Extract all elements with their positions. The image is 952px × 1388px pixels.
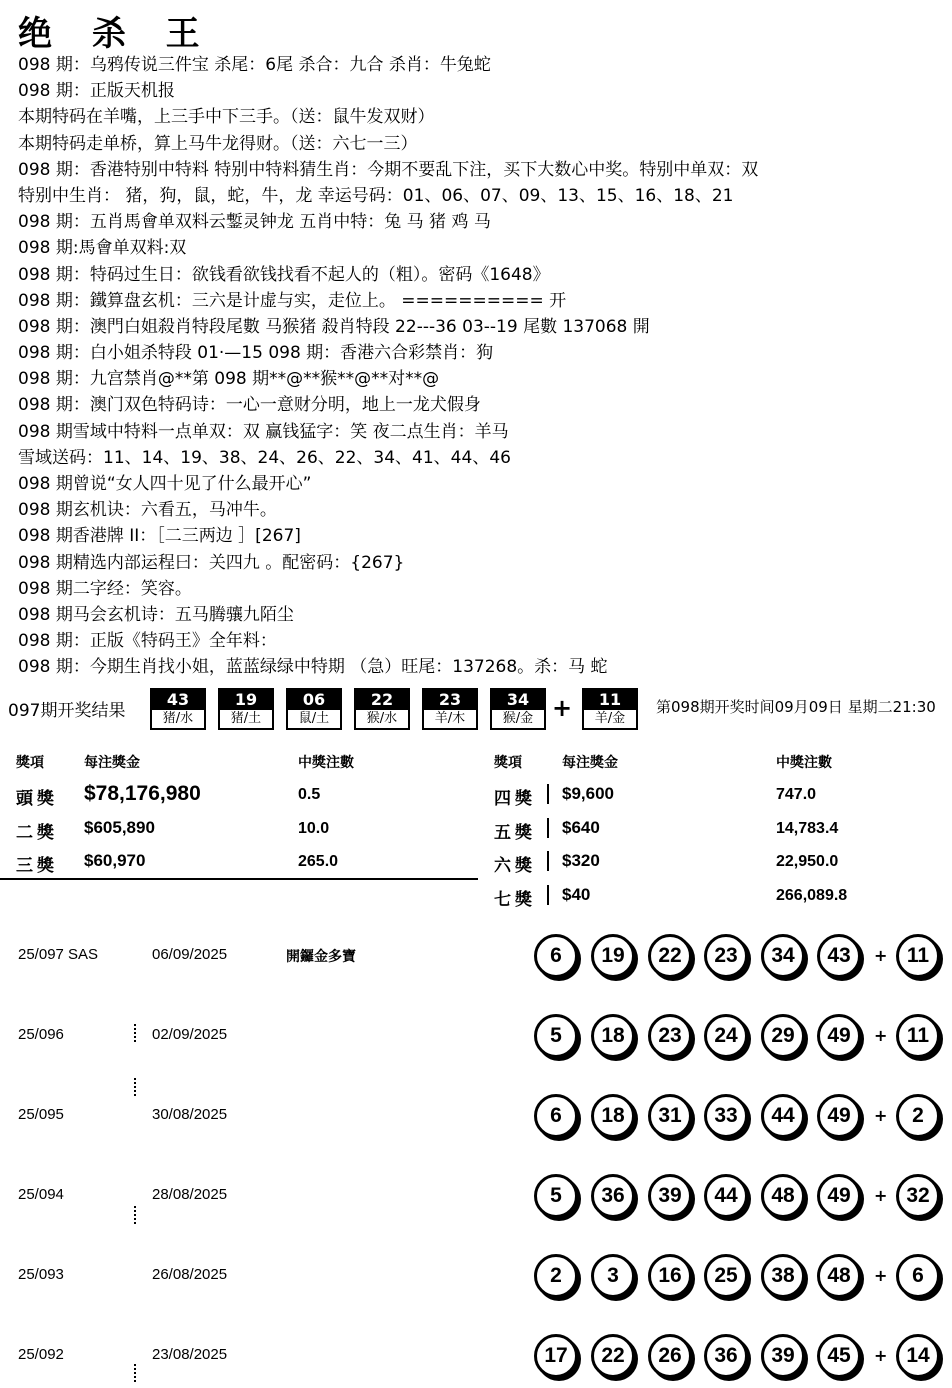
draw-ball-number: 43 xyxy=(152,690,204,710)
draw-result-row xyxy=(0,688,952,732)
draw-result-label: 097期开奖结果 xyxy=(8,701,126,721)
prize-count: 747.0 xyxy=(776,786,817,803)
tip-line: 雪域送码：11、14、19、38、24、26、22、34、41、44、46 xyxy=(18,447,511,468)
number-ball: 23 xyxy=(704,934,748,978)
tip-line: 特别中生肖： 猪，狗，鼠，蛇，牛，龙 幸运号码：01、06、07、09、13、15、16、18、21 xyxy=(18,185,734,206)
number-ball: 33 xyxy=(704,1094,748,1138)
number-ball: 22 xyxy=(591,1334,635,1378)
prize-header-count: 中獎注數 xyxy=(776,754,832,770)
number-ball: 25 xyxy=(704,1254,748,1298)
number-ball: 6 xyxy=(534,934,578,978)
prize-separator xyxy=(547,885,549,905)
number-ball: 23 xyxy=(648,1014,692,1058)
history-draw-id: 25/097 SAS xyxy=(18,946,99,963)
draw-ball-zodiac: 羊/金 xyxy=(594,711,626,726)
prize-amount: $640 xyxy=(562,818,600,837)
number-ball: 49 xyxy=(817,1174,861,1218)
history-row xyxy=(0,1076,952,1136)
page-title: 绝 杀 王 xyxy=(18,14,214,54)
history-draw-id: 25/096 xyxy=(18,1026,64,1043)
prize-header-name: 獎項 xyxy=(494,754,522,770)
prize-amount: $320 xyxy=(562,851,600,870)
special-number-ball: 2 xyxy=(896,1094,940,1138)
history-draw-id: 25/094 xyxy=(18,1186,64,1203)
tip-line: 098 期：正版《特码王》全年料： xyxy=(18,631,277,652)
dotted-divider xyxy=(134,1078,136,1096)
history-draw-id: 25/095 xyxy=(18,1106,64,1123)
prize-table xyxy=(0,748,952,908)
tip-line: 098 期：正版天机报 xyxy=(18,81,175,102)
history-row xyxy=(0,1156,952,1216)
history-date: 06/09/2025 xyxy=(152,946,228,963)
draw-ball xyxy=(490,688,546,730)
number-ball: 18 xyxy=(591,1014,635,1058)
prize-header-amount: 每注獎金 xyxy=(562,754,618,770)
prize-name: 六獎 xyxy=(494,856,536,875)
draw-special-ball xyxy=(582,688,638,730)
number-ball: 5 xyxy=(534,1174,578,1218)
history-date: 30/08/2025 xyxy=(152,1106,228,1123)
draw-ball-number: 11 xyxy=(584,690,636,710)
number-ball: 17 xyxy=(534,1334,578,1378)
dotted-divider xyxy=(134,1206,136,1224)
prize-name: 七獎 xyxy=(494,890,536,909)
prize-header-count: 中獎注數 xyxy=(298,754,354,770)
history-date: 23/08/2025 xyxy=(152,1346,228,1363)
tip-line: 098 期：乌鸦传说三件宝 杀尾：6尾 杀合：九合 杀肖：牛兔蛇 xyxy=(18,55,491,75)
draw-ball-number: 23 xyxy=(424,690,476,710)
prize-amount: $605,890 xyxy=(84,818,155,837)
prize-amount: $60,970 xyxy=(84,851,146,870)
number-ball: 19 xyxy=(591,934,635,978)
prize-amount: $9,600 xyxy=(562,784,614,803)
draw-ball-zodiac: 猴/水 xyxy=(366,711,398,726)
draw-ball xyxy=(422,688,478,730)
special-number-ball: 32 xyxy=(896,1174,940,1218)
prize-amount: $40 xyxy=(562,885,591,904)
plus-icon: + xyxy=(874,1186,888,1205)
number-ball: 16 xyxy=(648,1254,692,1298)
tip-line: 098 期：五肖馬會单双料云鏨灵钟龙 五肖中特：兔 马 猪 鸡 马 xyxy=(18,212,491,233)
special-number-ball: 14 xyxy=(896,1334,940,1378)
special-number-ball: 11 xyxy=(896,1014,940,1058)
prize-divider xyxy=(0,878,478,880)
number-ball: 45 xyxy=(817,1334,861,1378)
draw-ball-number: 19 xyxy=(220,690,272,710)
history-row xyxy=(0,1236,952,1296)
tip-line: 098 期曾说“女人四十见了什么最开心” xyxy=(18,474,312,494)
history-date: 28/08/2025 xyxy=(152,1186,228,1203)
history-row xyxy=(0,1316,952,1376)
prize-count: 14,783.4 xyxy=(776,820,839,837)
draw-ball-zodiac: 猴/金 xyxy=(502,711,534,726)
history-date: 26/08/2025 xyxy=(152,1266,228,1283)
draw-ball-number: 22 xyxy=(356,690,408,710)
prize-name: 二獎 xyxy=(16,823,58,842)
number-ball: 38 xyxy=(761,1254,805,1298)
tip-line: 098 期雪域中特料一点单双：双 赢钱猛字：笑 夜二点生肖：羊马 xyxy=(18,421,509,442)
plus-icon: + xyxy=(874,1266,888,1285)
tip-line: 098 期香港牌 II：［二三两边 ］[267] xyxy=(18,526,301,547)
number-ball: 26 xyxy=(648,1334,692,1378)
prize-separator xyxy=(547,818,549,838)
number-ball: 39 xyxy=(648,1174,692,1218)
plus-icon: + xyxy=(874,1346,888,1365)
number-ball: 3 xyxy=(591,1254,635,1298)
special-number-ball: 11 xyxy=(896,934,940,978)
prize-name: 頭獎 xyxy=(16,789,58,808)
number-ball: 34 xyxy=(761,934,805,978)
prize-count: 0.5 xyxy=(298,786,321,803)
draw-ball-number: 06 xyxy=(288,690,340,710)
prize-count: 22,950.0 xyxy=(776,853,839,870)
next-draw-time: 第098期开奖时间09月09日 星期二21:30 xyxy=(656,698,936,716)
tip-line: 098 期精选内部运程曰：关四九 。配密码：{267} xyxy=(18,552,405,573)
tip-line: 098 期玄机诀：六看五，马冲牛。 xyxy=(18,500,277,521)
tip-line: 098 期：九宫禁肖@**第 098 期**@**猴**@**对**@ xyxy=(18,369,440,390)
number-ball: 39 xyxy=(761,1334,805,1378)
prize-count: 10.0 xyxy=(298,820,330,837)
plus-icon: + xyxy=(552,694,573,722)
draw-ball-number: 34 xyxy=(492,690,544,710)
number-ball: 22 xyxy=(648,934,692,978)
tip-line: 098 期：今期生肖找小姐，蓝蓝绿绿中特期 （急）旺尾：137268。杀：马 蛇 xyxy=(18,657,608,678)
number-ball: 24 xyxy=(704,1014,748,1058)
draw-ball xyxy=(218,688,274,730)
number-ball: 36 xyxy=(704,1334,748,1378)
tip-line: 098 期：鐵算盘玄机：三六是计虚与实，走位上。 ========== 开 xyxy=(18,290,567,311)
history-note: 開鑼金多寶 xyxy=(286,949,356,965)
prize-name: 五獎 xyxy=(494,823,536,842)
tip-line: 098 期:馬會单双料:双 xyxy=(18,238,187,259)
draw-ball xyxy=(150,688,206,730)
number-ball: 18 xyxy=(591,1094,635,1138)
tip-line: 本期特码走单桥，算上马牛龙得财。（送：六七一三） xyxy=(18,133,418,154)
history-row xyxy=(0,996,952,1056)
prize-count: 266,089.8 xyxy=(776,887,848,904)
number-ball: 36 xyxy=(591,1174,635,1218)
number-ball: 29 xyxy=(761,1014,805,1058)
tip-line: 098 期：澳门双色特码诗：一心一意财分明，地上一龙犬假身 xyxy=(18,395,481,416)
number-ball: 44 xyxy=(761,1094,805,1138)
dotted-divider xyxy=(134,1024,136,1042)
tip-line: 098 期马会玄机诗：五马腾骧九陌尘 xyxy=(18,604,294,625)
prize-amount: $78,176,980 xyxy=(84,782,201,805)
prize-header-name: 獎項 xyxy=(16,754,44,770)
number-ball: 48 xyxy=(761,1174,805,1218)
plus-icon: + xyxy=(874,1026,888,1045)
number-ball: 44 xyxy=(704,1174,748,1218)
draw-ball xyxy=(354,688,410,730)
prize-name: 四獎 xyxy=(494,789,536,808)
number-ball: 43 xyxy=(817,934,861,978)
prize-name: 三獎 xyxy=(16,856,58,875)
draw-ball-zodiac: 猪/水 xyxy=(162,711,194,726)
number-ball: 48 xyxy=(817,1254,861,1298)
tips-list xyxy=(18,52,948,681)
tip-line: 098 期：白小姐杀特段 01·—15 098 期：香港六合彩禁肖：狗 xyxy=(18,343,494,364)
draw-ball xyxy=(286,688,342,730)
number-ball: 49 xyxy=(817,1014,861,1058)
history-date: 02/09/2025 xyxy=(152,1026,228,1043)
tip-line: 本期特码在羊嘴，上三手中下三手。（送：鼠牛发双财） xyxy=(18,107,435,128)
tip-line: 098 期二字经：笑容。 xyxy=(18,578,192,599)
number-ball: 6 xyxy=(534,1094,578,1138)
history-row xyxy=(0,916,952,976)
tip-line: 098 期：香港特别中特料 特别中特料猜生肖：今期不要乱下注，买下大数心中奖。特别中单双：双 xyxy=(18,159,759,180)
tip-line: 098 期：澳門白姐殺肖特段尾數 马猴猪 殺肖特段 22---36 03--19 尾數 137068 開 xyxy=(18,316,650,337)
number-ball: 2 xyxy=(534,1254,578,1298)
draw-ball-zodiac: 猪/土 xyxy=(230,711,262,726)
tip-line: 098 期：特码过生日：欲钱看欲钱找看不起人的（粗）。密码《1648》 xyxy=(18,264,550,285)
number-ball: 49 xyxy=(817,1094,861,1138)
plus-icon: + xyxy=(874,946,888,965)
draw-ball-zodiac: 羊/木 xyxy=(434,711,466,726)
number-ball: 5 xyxy=(534,1014,578,1058)
special-number-ball: 6 xyxy=(896,1254,940,1298)
plus-icon: + xyxy=(874,1106,888,1125)
history-draw-id: 25/092 xyxy=(18,1346,64,1363)
dotted-divider xyxy=(134,1364,136,1382)
number-ball: 31 xyxy=(648,1094,692,1138)
prize-count: 265.0 xyxy=(298,853,339,870)
history-draw-id: 25/093 xyxy=(18,1266,64,1283)
prize-header-amount: 每注獎金 xyxy=(84,754,140,770)
prize-separator xyxy=(547,784,549,804)
prize-separator xyxy=(547,851,549,871)
draw-ball-zodiac: 鼠/土 xyxy=(298,711,330,726)
